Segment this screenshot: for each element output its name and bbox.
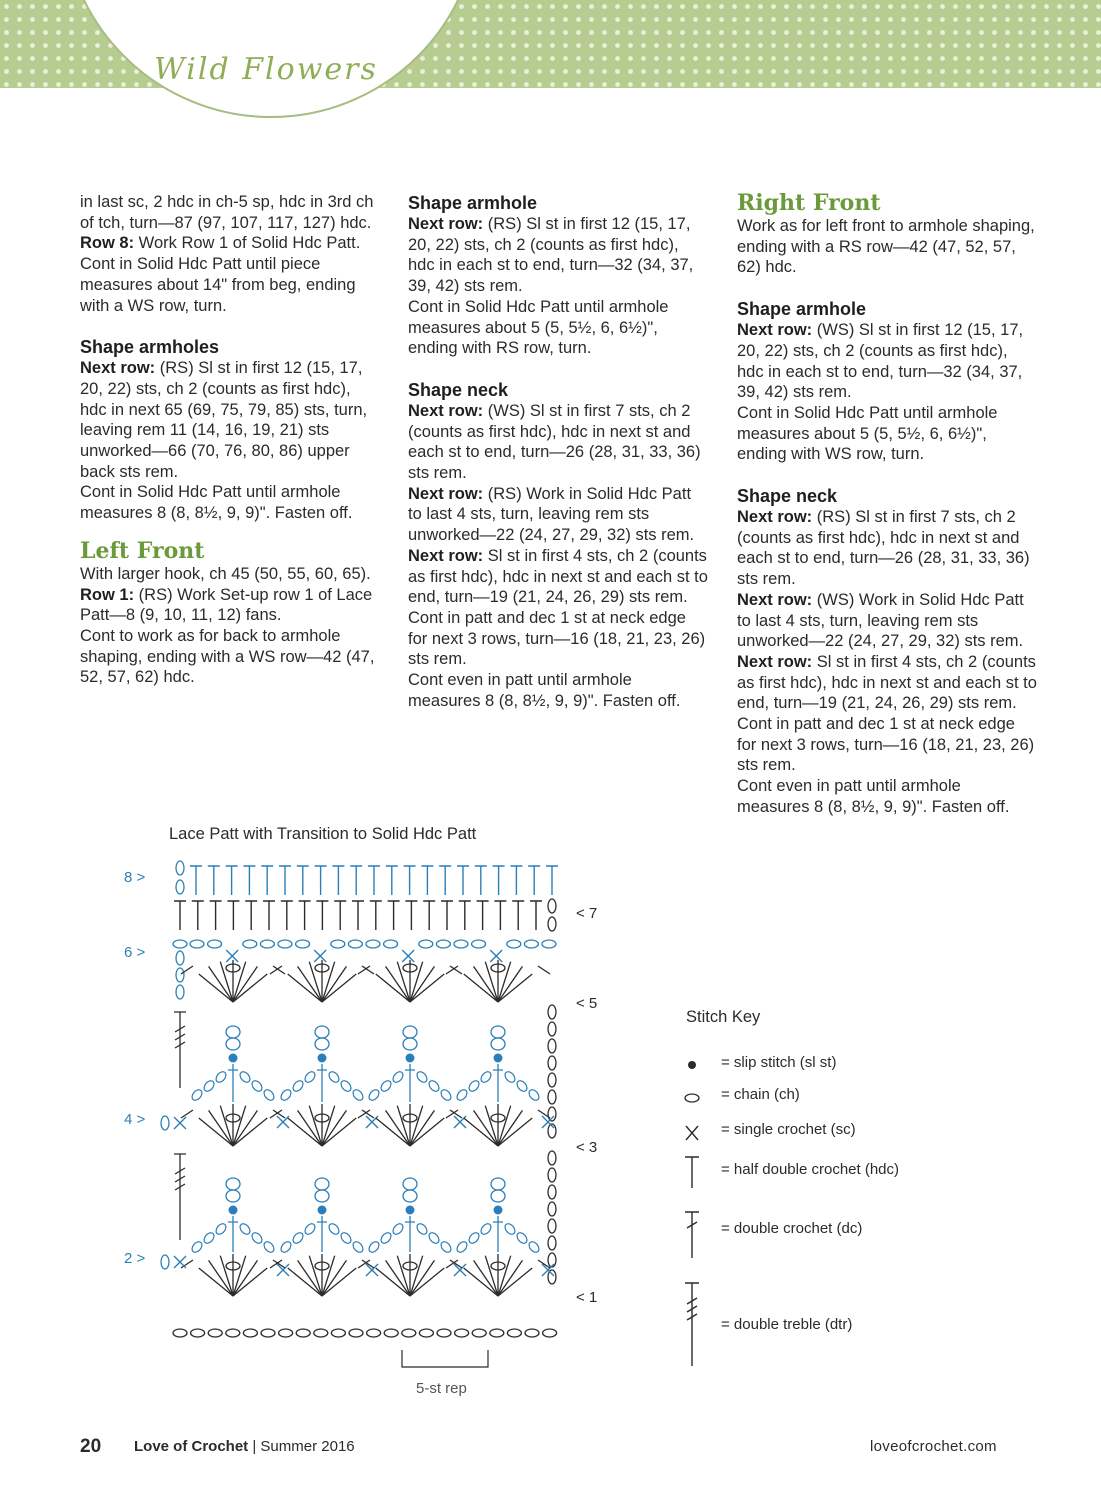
chain-stitch bbox=[214, 1070, 228, 1084]
hdc-stitch bbox=[190, 866, 202, 895]
chain-stitch bbox=[491, 1038, 505, 1050]
chain-stitch bbox=[548, 1090, 556, 1104]
heading-right-front: Right Front bbox=[737, 190, 881, 216]
chain-stitch bbox=[403, 1026, 417, 1038]
sc-stitch bbox=[277, 1116, 289, 1128]
chain-stitch bbox=[439, 1088, 453, 1102]
chain-stitch bbox=[548, 1005, 556, 1019]
chain-stitch bbox=[238, 1070, 252, 1084]
chain-stitch bbox=[548, 1219, 556, 1233]
chain-stitch bbox=[190, 1240, 204, 1254]
dtr-stitch bbox=[174, 1012, 186, 1088]
chain-stitch bbox=[202, 1231, 216, 1245]
hdc-stitch bbox=[441, 901, 453, 930]
sc-stitch bbox=[226, 950, 238, 962]
slip-stitch bbox=[406, 1054, 415, 1063]
paragraph: Next row: (WS) Work in Solid Hdc Patt to last 4 sts, turn, leaving rem sts unworked—22 (24, 27, 29, 32) sts rem. bbox=[737, 590, 1024, 651]
chain-stitch bbox=[161, 1255, 169, 1269]
dc-stitch bbox=[498, 1106, 511, 1146]
chain-stitch bbox=[173, 940, 187, 948]
chain-stitch bbox=[367, 1240, 381, 1254]
paragraph: Cont in patt and dec 1 st at neck edge for next 3 rows, turn—16 (18, 21, 23, 26) sts rem. bbox=[408, 608, 706, 669]
slip-stitch bbox=[229, 1054, 238, 1063]
chain-stitch bbox=[490, 1329, 504, 1337]
chain-stitch bbox=[296, 1329, 310, 1337]
chain-stitch bbox=[524, 940, 538, 948]
chart-symbols bbox=[161, 861, 558, 1337]
sc-stitch bbox=[402, 950, 414, 962]
hdc-stitch bbox=[243, 866, 255, 895]
chain-stitch bbox=[291, 1079, 305, 1093]
chain-stitch bbox=[161, 1116, 169, 1130]
sc-stitch bbox=[277, 1264, 289, 1276]
hdc-stitch bbox=[299, 901, 311, 930]
chain-stitch bbox=[503, 1222, 517, 1236]
chain-stitch bbox=[366, 940, 380, 948]
subheading-shape-armhole: Shape armhole bbox=[408, 193, 538, 213]
dc-stitch bbox=[405, 1216, 415, 1252]
chain-stitch bbox=[472, 1329, 486, 1337]
paragraph: Row 1: (RS) Work Set-up row 1 of Lace Patt—8 (9, 10, 11, 12) fans. bbox=[80, 585, 373, 625]
chain-stitch bbox=[367, 1329, 381, 1337]
hdc-stitch bbox=[297, 866, 309, 895]
chain-stitch bbox=[436, 940, 450, 948]
chain-stitch bbox=[479, 1070, 493, 1084]
row-label-4: 4 > bbox=[124, 1111, 146, 1128]
chain-stitch bbox=[202, 1079, 216, 1093]
chain-stitch bbox=[548, 1039, 556, 1053]
hdc-stitch bbox=[226, 866, 238, 895]
chain-icon bbox=[685, 1094, 699, 1102]
key-single-crochet: = single crochet (sc) bbox=[721, 1121, 856, 1138]
paragraph: Cont in patt and dec 1 st at neck edge for next 3 rows, turn—16 (18, 21, 23, 26) sts rem. bbox=[737, 715, 1035, 775]
chain-stitch bbox=[548, 899, 556, 913]
chain-stitch bbox=[315, 1038, 329, 1050]
chain-stitch bbox=[379, 1079, 393, 1093]
hdc-stitch bbox=[281, 901, 293, 930]
chain-stitch bbox=[261, 1329, 275, 1337]
paragraph: Next row: (RS) Sl st in first 12 (15, 17, 20, 22) sts, ch 2 (counts as first hdc), hdc in next 65 (69, 75, 79, 85) sts, turn, leaving rem 11 (14, 16, 19, 21) sts unworked—66 (70, 76, 80, 86) upper back sts rem. bbox=[80, 359, 368, 481]
subheading-shape-neck: Shape neck bbox=[737, 486, 838, 507]
dc-stitch bbox=[228, 1216, 238, 1252]
website-url: loveofcrochet.com bbox=[870, 1438, 997, 1455]
chain-stitch bbox=[525, 1329, 539, 1337]
chain-stitch bbox=[339, 1079, 353, 1093]
row-label-6: 6 > bbox=[124, 944, 146, 961]
chain-stitch bbox=[176, 951, 184, 965]
hdc-stitch bbox=[210, 901, 222, 930]
chain-stitch bbox=[176, 880, 184, 894]
chain-stitch bbox=[278, 940, 292, 948]
paragraph: Next row: (WS) Sl st in first 7 sts, ch 2 (counts as first hdc), hdc in next st and each st to end, turn—26 (28, 31, 33, 36) sts rem. bbox=[408, 401, 701, 483]
paragraph: in last sc, 2 hdc in ch-5 sp, hdc in 3rd ch of tch, turn—87 (97, 107, 117, 127) hdc. bbox=[80, 193, 374, 232]
section-title: Wild Flowers bbox=[154, 52, 378, 87]
dc-stitch bbox=[493, 1216, 503, 1252]
chain-stitch bbox=[548, 1022, 556, 1036]
chain-stitch bbox=[419, 940, 433, 948]
sc-stitch bbox=[366, 1264, 378, 1276]
hdc-stitch bbox=[350, 866, 362, 895]
chain-stitch bbox=[455, 1088, 469, 1102]
hdc-stitch bbox=[528, 866, 540, 895]
repeat-bracket bbox=[402, 1350, 488, 1367]
hdc-stitch bbox=[352, 901, 364, 930]
key-chain: = chain (ch) bbox=[721, 1086, 800, 1103]
chain-stitch bbox=[367, 1088, 381, 1102]
key-slip-stitch: = slip stitch (sl st) bbox=[721, 1054, 837, 1071]
chain-stitch bbox=[379, 1231, 393, 1245]
hdc-stitch bbox=[512, 901, 524, 930]
row-label-8: 8 > bbox=[124, 869, 146, 886]
chain-stitch bbox=[173, 1329, 187, 1337]
paragraph: Next row: (RS) Sl st in first 7 sts, ch 2 (counts as first hdc), hdc in next st and each st to end, turn—26 (28, 31, 33, 36) sts rem. bbox=[737, 508, 1030, 589]
dc-stitch bbox=[410, 1106, 423, 1146]
double-treble-icon bbox=[685, 1283, 699, 1366]
chain-stitch bbox=[491, 1190, 505, 1202]
chain-stitch bbox=[427, 1079, 441, 1093]
chain-stitch bbox=[548, 1168, 556, 1182]
paragraph: Next row: Sl st in first 4 sts, ch 2 (counts as first hdc), hdc in next st and each st to end, turn—19 (21, 24, 26, 29) sts rem. bbox=[408, 546, 708, 607]
hdc-stitch bbox=[404, 866, 416, 895]
chain-stitch bbox=[331, 940, 345, 948]
paragraph: Cont in Solid Hdc Patt until armhole measures about 5 (5, 5½, 6, 6½)", ending with RS row, turn. bbox=[408, 297, 669, 358]
chain-stitch bbox=[303, 1070, 317, 1084]
hdc-stitch bbox=[546, 866, 558, 895]
slip-stitch bbox=[318, 1206, 327, 1215]
chain-stitch bbox=[250, 1231, 264, 1245]
chain-stitch bbox=[437, 1329, 451, 1337]
hdc-stitch bbox=[386, 866, 398, 895]
chain-stitch bbox=[402, 1329, 416, 1337]
hdc-stitch bbox=[388, 901, 400, 930]
chain-stitch bbox=[315, 1178, 329, 1190]
chain-stitch bbox=[548, 917, 556, 931]
key-double-treble: = double treble (dtr) bbox=[721, 1316, 853, 1333]
chain-stitch bbox=[243, 940, 257, 948]
chain-stitch bbox=[351, 1240, 365, 1254]
chain-stitch bbox=[327, 1222, 341, 1236]
hdc-stitch bbox=[494, 901, 506, 930]
slip-stitch bbox=[406, 1206, 415, 1215]
hdc-stitch bbox=[368, 866, 380, 895]
dc-stitch bbox=[493, 1064, 503, 1102]
hdc-stitch bbox=[263, 901, 275, 930]
chain-stitch bbox=[349, 1329, 363, 1337]
chain-stitch bbox=[527, 1240, 541, 1254]
chain-stitch bbox=[226, 1178, 240, 1190]
paragraph: Cont in Solid Hdc Patt until armhole measures about 5 (5, 5½, 6, 6½)", ending with WS row, turn. bbox=[737, 403, 998, 464]
chain-stitch bbox=[176, 861, 184, 875]
chain-stitch bbox=[455, 1240, 469, 1254]
dc-stitch bbox=[397, 1106, 410, 1146]
hdc-stitch bbox=[510, 866, 522, 895]
subheading-shape-armholes: Shape armholes bbox=[80, 337, 220, 358]
slip-stitch-icon bbox=[688, 1061, 696, 1069]
paragraph: Cont to work as for back to armhole shaping, ending with a WS row—42 (47, 52, 57, 62) hdc. bbox=[80, 626, 375, 687]
chain-stitch bbox=[384, 1329, 398, 1337]
chain-stitch bbox=[315, 1026, 329, 1038]
dc-stitch bbox=[228, 1064, 238, 1102]
paragraph: Next row: Sl st in first 4 sts, ch 2 (counts as first hdc), hdc in next st and each st to end, turn—19 (21, 24, 26, 29) sts rem. bbox=[737, 652, 1037, 713]
chain-stitch bbox=[208, 940, 222, 948]
single-crochet-icon bbox=[686, 1126, 698, 1140]
chain-stitch bbox=[548, 1073, 556, 1087]
dtr-stitch bbox=[174, 1154, 186, 1240]
chain-stitch bbox=[291, 1231, 305, 1245]
chain-stitch bbox=[427, 1231, 441, 1245]
slip-stitch bbox=[494, 1054, 503, 1063]
chain-stitch bbox=[548, 1056, 556, 1070]
paragraph: Cont in Solid Hdc Patt until armhole measures 8 (8, 8½, 9, 9)". Fasten off. bbox=[80, 483, 353, 523]
chain-stitch bbox=[327, 1070, 341, 1084]
chain-stitch bbox=[279, 1088, 293, 1102]
chain-stitch bbox=[260, 940, 274, 948]
chain-stitch bbox=[331, 1329, 345, 1337]
subheading-shape-armhole: Shape armhole bbox=[737, 299, 867, 320]
dc-stitch bbox=[233, 1106, 246, 1146]
dc-stitch bbox=[220, 1106, 233, 1146]
chain-stitch bbox=[403, 1038, 417, 1050]
chain-stitch bbox=[243, 1329, 257, 1337]
chain-stitch bbox=[515, 1231, 529, 1245]
chain-stitch bbox=[262, 1088, 276, 1102]
chain-stitch bbox=[303, 1222, 317, 1236]
sc-stitch bbox=[174, 1117, 186, 1129]
row-label-1: < 1 bbox=[576, 1289, 598, 1306]
chain-stitch bbox=[190, 1088, 204, 1102]
chain-stitch bbox=[339, 1231, 353, 1245]
chain-stitch bbox=[507, 940, 521, 948]
row-label-3: < 3 bbox=[576, 1139, 598, 1156]
chain-stitch bbox=[548, 1253, 556, 1267]
repeat-label: 5-st rep bbox=[416, 1380, 467, 1397]
chain-stitch bbox=[439, 1240, 453, 1254]
hdc-stitch bbox=[315, 866, 327, 895]
hdc-stitch bbox=[334, 901, 346, 930]
hdc-stitch bbox=[192, 901, 204, 930]
chain-stitch bbox=[472, 940, 486, 948]
paragraph: Next row: (RS) Work in Solid Hdc Patt to last 4 sts, turn, leaving rem sts unworked—22 (24, 27, 29, 32) sts rem. bbox=[408, 484, 695, 545]
chain-stitch bbox=[503, 1070, 517, 1084]
paragraph: Row 8: Work Row 1 of Solid Hdc Patt. Cont in Solid Hdc Patt until piece measures about 14" from beg, ending with a WS row, turn. bbox=[80, 234, 361, 315]
chain-stitch bbox=[548, 1185, 556, 1199]
hdc-stitch bbox=[316, 901, 328, 930]
dc-stitch bbox=[322, 1106, 335, 1146]
paragraph: Next row: (RS) Sl st in first 12 (15, 17, 20, 22) sts, ch 2 (counts as first hdc), hdc in each st to end, turn—32 (34, 37, 39, 42) sts rem. bbox=[408, 215, 694, 296]
hdc-stitch bbox=[261, 866, 273, 895]
hdc-stitch bbox=[208, 866, 220, 895]
chain-stitch bbox=[403, 1190, 417, 1202]
chain-stitch bbox=[314, 1329, 328, 1337]
hdc-stitch bbox=[405, 901, 417, 930]
hdc-stitch bbox=[227, 901, 239, 930]
key-double-crochet: = double crochet (dc) bbox=[721, 1220, 863, 1237]
chain-stitch bbox=[507, 1329, 521, 1337]
hdc-stitch bbox=[370, 901, 382, 930]
hdc-stitch bbox=[423, 901, 435, 930]
paragraph: Work as for left front to armhole shaping, ending with a RS row—42 (47, 52, 57, 62) hdc. bbox=[737, 217, 1035, 277]
hdc-stitch bbox=[245, 901, 257, 930]
hdc-stitch bbox=[332, 866, 344, 895]
chain-stitch bbox=[491, 1178, 505, 1190]
dc-stitch bbox=[309, 1106, 322, 1146]
chain-stitch bbox=[176, 968, 184, 982]
slip-stitch bbox=[229, 1206, 238, 1215]
chain-stitch bbox=[191, 1329, 205, 1337]
hdc-stitch bbox=[439, 866, 451, 895]
chain-stitch bbox=[226, 1329, 240, 1337]
hdc-stitch bbox=[279, 866, 291, 895]
paragraph: Cont even in patt until armhole measures 8 (8, 8½, 9, 9)". Fasten off. bbox=[408, 671, 681, 710]
chain-stitch bbox=[455, 1329, 469, 1337]
chart-title: Lace Patt with Transition to Solid Hdc Patt bbox=[169, 825, 477, 843]
hdc-stitch bbox=[421, 866, 433, 895]
chain-stitch bbox=[208, 1329, 222, 1337]
chain-stitch bbox=[391, 1222, 405, 1236]
dc-stitch bbox=[317, 1064, 327, 1102]
chain-stitch bbox=[296, 940, 310, 948]
hdc-stitch bbox=[477, 901, 489, 930]
chain-stitch bbox=[226, 1038, 240, 1050]
chain-stitch bbox=[384, 940, 398, 948]
sc-stitch bbox=[454, 1264, 466, 1276]
chain-stitch bbox=[315, 1190, 329, 1202]
chain-stitch bbox=[250, 1079, 264, 1093]
chain-stitch bbox=[491, 1026, 505, 1038]
paragraph: Cont even in patt until armhole measures 8 (8, 8½, 9, 9)". Fasten off. bbox=[737, 777, 1010, 816]
chain-stitch bbox=[548, 1151, 556, 1165]
row-label-2: 2 > bbox=[124, 1250, 146, 1267]
chain-stitch bbox=[527, 1088, 541, 1102]
chain-stitch bbox=[403, 1178, 417, 1190]
slip-stitch bbox=[494, 1206, 503, 1215]
chain-stitch bbox=[262, 1240, 276, 1254]
chain-stitch bbox=[467, 1079, 481, 1093]
paragraph: With larger hook, ch 45 (50, 55, 60, 65). bbox=[80, 564, 371, 583]
stitch-key-title: Stitch Key bbox=[686, 1008, 761, 1026]
chain-stitch bbox=[351, 1088, 365, 1102]
chain-stitch bbox=[415, 1070, 429, 1084]
heading-left-front: Left Front bbox=[80, 537, 205, 564]
hdc-stitch bbox=[493, 866, 505, 895]
sc-stitch bbox=[314, 950, 326, 962]
hdc-stitch bbox=[457, 866, 469, 895]
paragraph: Next row: (WS) Sl st in first 12 (15, 17, 20, 22) sts, ch 2 (counts as first hdc), hdc in each st to end, turn—32 (34, 37, 39, 42) sts rem. bbox=[737, 321, 1024, 402]
page-number: 20 bbox=[80, 1436, 102, 1457]
chain-stitch bbox=[479, 1222, 493, 1236]
chain-stitch bbox=[348, 940, 362, 948]
sc-stitch bbox=[490, 950, 502, 962]
half-double-crochet-icon bbox=[685, 1157, 699, 1188]
chain-stitch bbox=[542, 940, 556, 948]
chain-stitch bbox=[279, 1329, 293, 1337]
key-half-double-crochet: = half double crochet (hdc) bbox=[721, 1161, 900, 1178]
chain-stitch bbox=[419, 1329, 433, 1337]
chain-stitch bbox=[279, 1240, 293, 1254]
chain-stitch bbox=[454, 940, 468, 948]
chain-stitch bbox=[226, 1026, 240, 1038]
hdc-stitch bbox=[459, 901, 471, 930]
hdc-stitch bbox=[174, 901, 186, 930]
chain-stitch bbox=[467, 1231, 481, 1245]
dc-stitch bbox=[317, 1216, 327, 1252]
chain-stitch bbox=[548, 1202, 556, 1216]
chain-stitch bbox=[391, 1070, 405, 1084]
chain-stitch bbox=[214, 1222, 228, 1236]
dc-stitch bbox=[405, 1064, 415, 1102]
sc-stitch bbox=[174, 1256, 186, 1268]
chain-stitch bbox=[226, 1190, 240, 1202]
hdc-stitch bbox=[475, 866, 487, 895]
row-label-7: < 7 bbox=[576, 905, 598, 922]
hdc-stitch bbox=[530, 901, 542, 930]
subheading-shape-neck: Shape neck bbox=[408, 379, 509, 400]
row-label-5: < 5 bbox=[576, 995, 598, 1012]
chain-stitch bbox=[190, 940, 204, 948]
double-crochet-icon bbox=[685, 1212, 699, 1258]
dc-stitch bbox=[485, 1106, 498, 1146]
chain-stitch bbox=[543, 1329, 557, 1337]
chain-stitch bbox=[515, 1079, 529, 1093]
chain-stitch bbox=[238, 1222, 252, 1236]
chain-stitch bbox=[548, 1236, 556, 1250]
slip-stitch bbox=[318, 1054, 327, 1063]
chain-stitch bbox=[415, 1222, 429, 1236]
magazine-credit: Love of Crochet | Summer 2016 bbox=[134, 1438, 355, 1455]
chain-stitch bbox=[176, 985, 184, 999]
